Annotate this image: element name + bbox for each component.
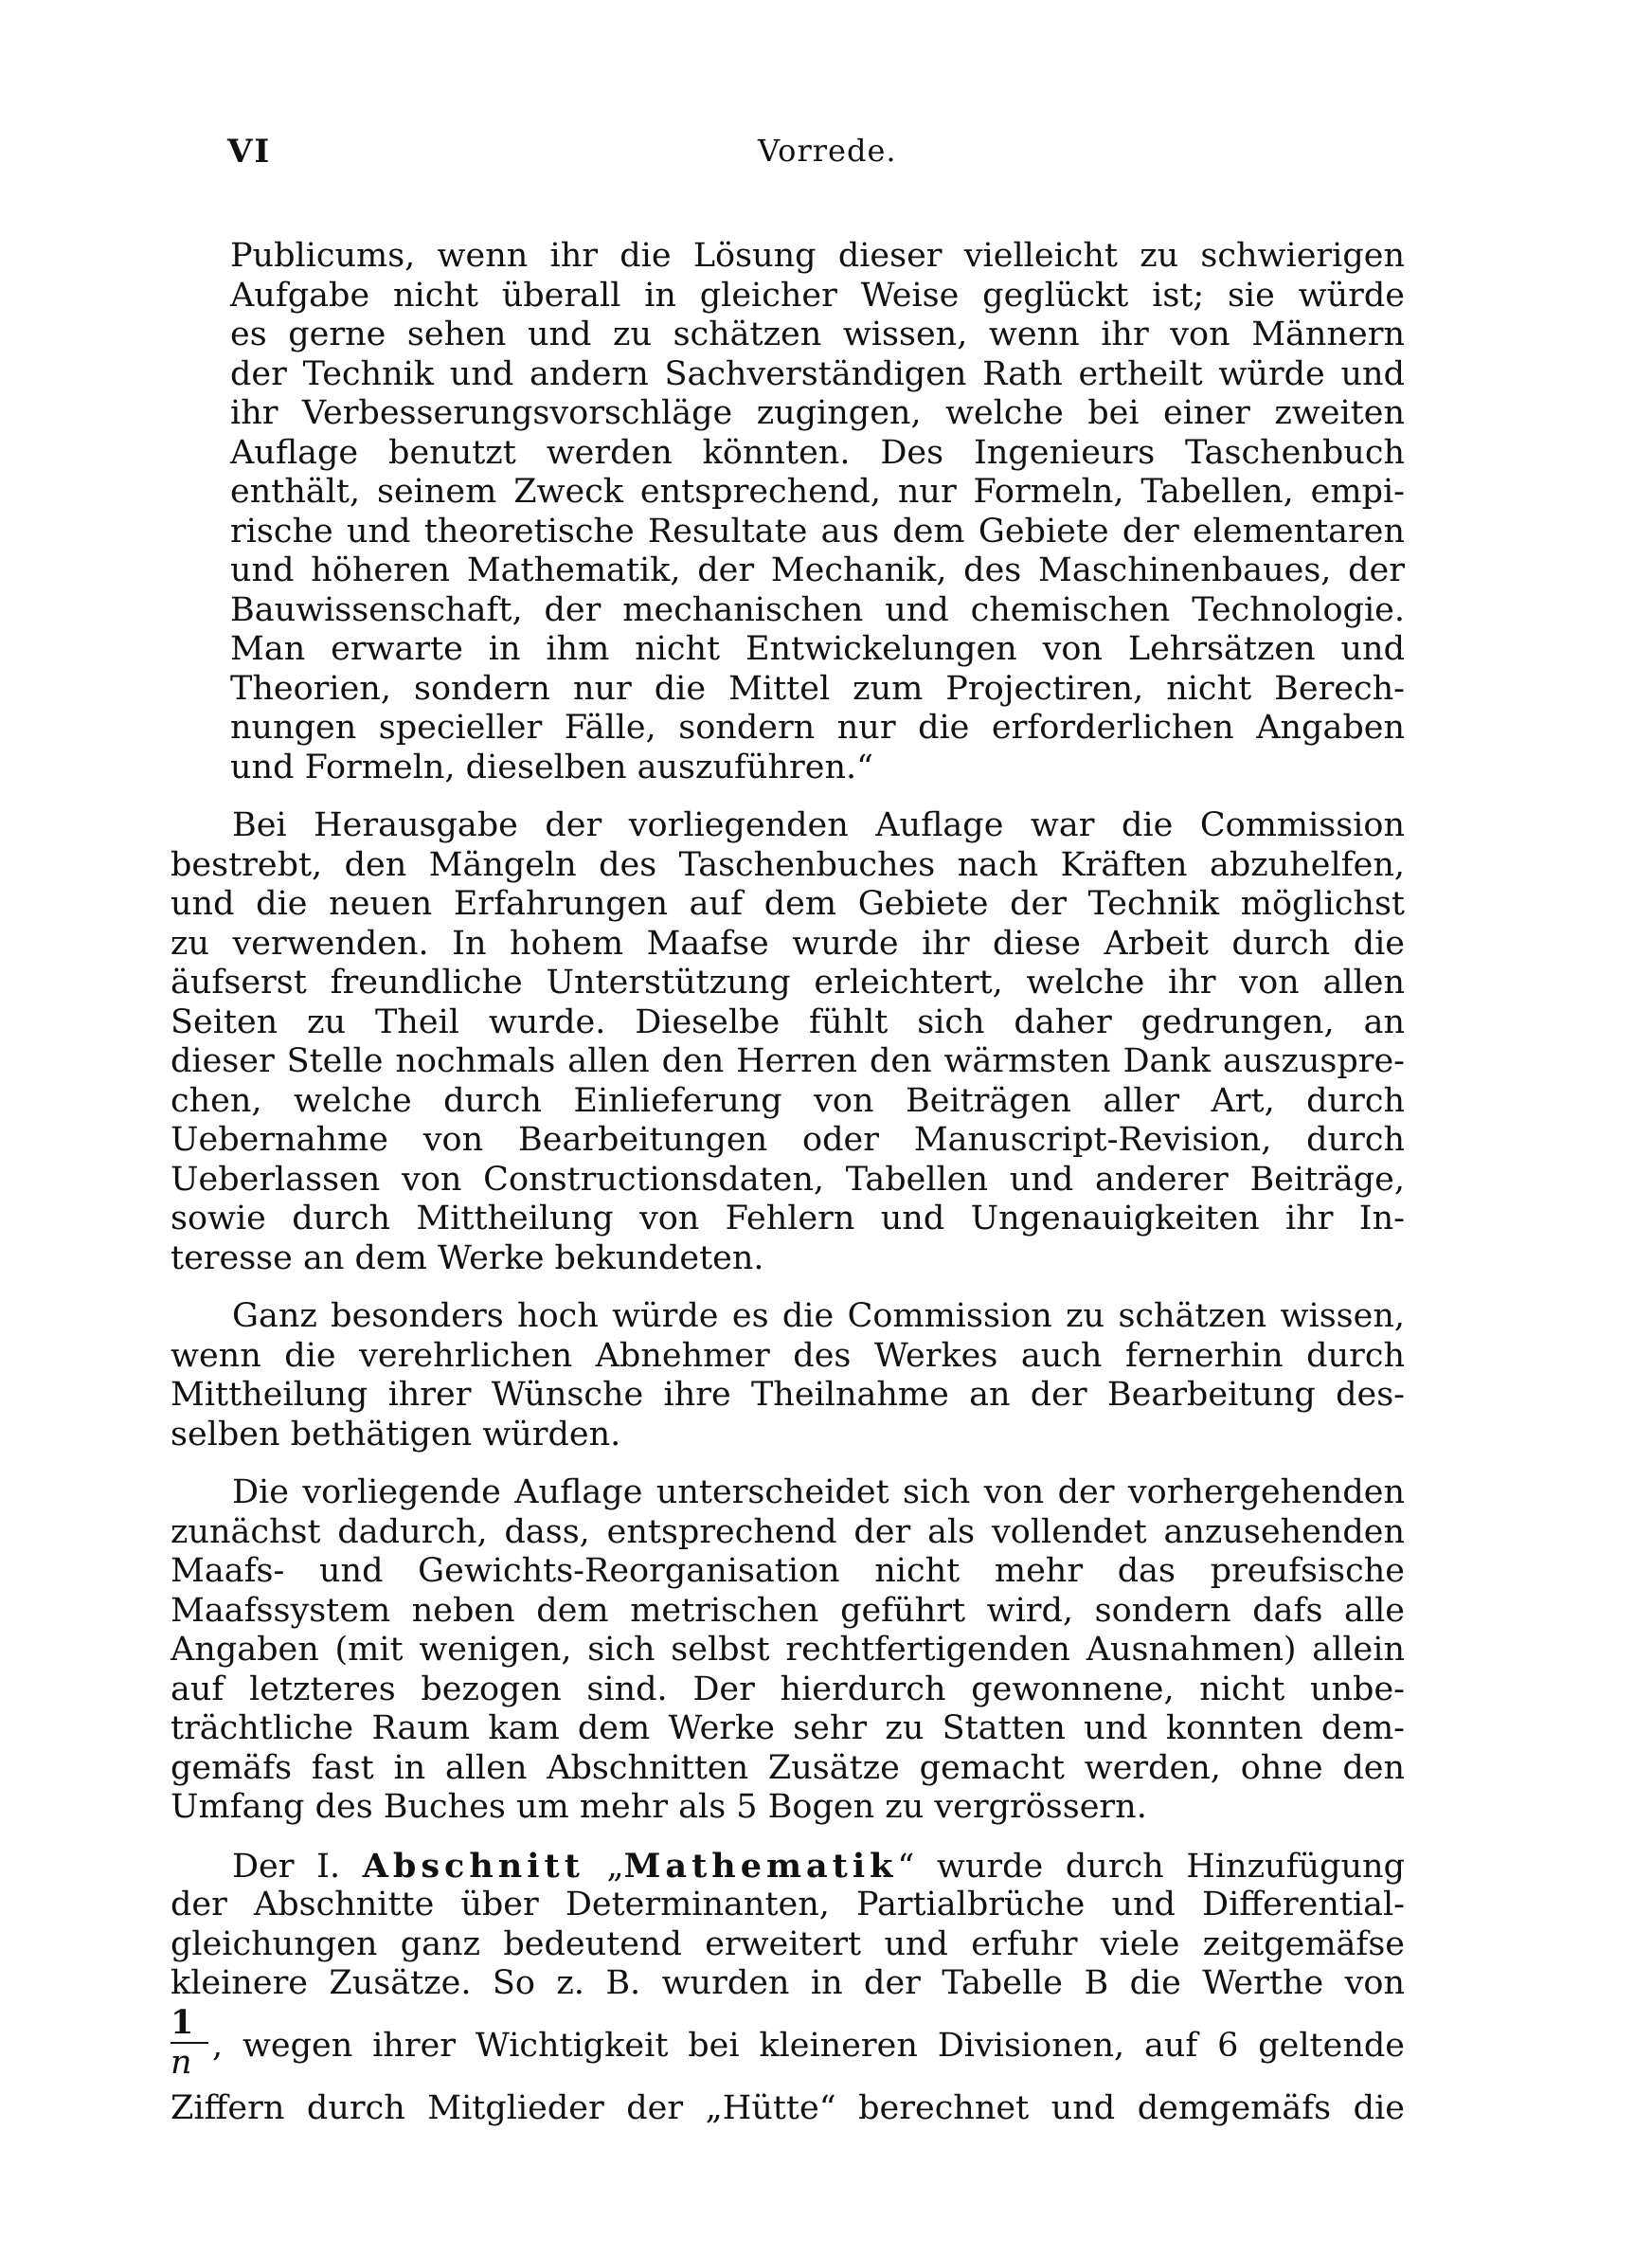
text-line: der Technik und andern Sachverständigen Rath ertheilt würde und — [230, 354, 1405, 393]
text-line: sowie durch Mittheilung von Fehlern und Ungenauigkeiten ihr In- — [171, 1200, 1405, 1237]
text-line: chen, welche durch Einlieferung von Beiträgen aller Art, durch — [171, 1081, 1405, 1120]
text-line: Umfang des Buches um mehr als 5 Bogen zu vergrössern. — [171, 1788, 1147, 1826]
text-line: der Abschnitte über Determinanten, Partialbrüche und Differential- — [171, 1886, 1405, 1923]
text-line: dieser Stelle nochmals allen den Herren den wärmsten Dank auszuspre- — [171, 1042, 1405, 1080]
fraction-line — [171, 2004, 1405, 2089]
text-line: zu verwenden. In hohem Maafse wurde ihr diese Arbeit durch die — [171, 924, 1405, 963]
text-line: Theorien, sondern nur die Mittel zum Projectiren, nicht Berech- — [230, 669, 1405, 708]
text-line: und höheren Mathematik, der Mechanik, des Maschinenbaues, der — [230, 551, 1405, 589]
text-line: teresse an dem Werke bekundeten. — [171, 1238, 764, 1277]
fraction — [171, 2004, 208, 2082]
text-line: gleichungen ganz bedeutend erweitert und erfuhr viele zeitgemäfse — [171, 1924, 1405, 1963]
text-line: trächtliche Raum kam dem Werke sehr zu Statten und konnten dem- — [171, 1709, 1405, 1747]
text-line: enthält, seinem Zweck entsprechend, nur Formeln, Tabellen, empi- — [230, 473, 1405, 511]
text-line: Uebernahme von Bearbeitungen oder Manuscript-Revision, durch — [171, 1121, 1405, 1159]
text-line: Ganz besonders hoch würde es die Commission zu schätzen wissen, — [232, 1297, 1405, 1335]
text-line: Maafssystem neben dem metrischen geführt wird, sondern dafs alle — [171, 1591, 1405, 1630]
text-line: und Formeln, dieselben auszuführen.“ — [230, 748, 874, 786]
text-line: Ziffern durch Mitglieder der „Hütte“ berechnet und demgemäfs die — [171, 2088, 1405, 2127]
running-title: Vorrede. — [758, 133, 897, 169]
text-line: ihr Verbesserungsvorschläge zugingen, welche bei einer zweiten — [230, 394, 1405, 432]
page-number: VI — [227, 133, 272, 171]
paragraph-4 — [171, 1473, 1405, 1828]
text-line: rische und theoretische Resultate aus dem Gebiete der elementaren — [230, 512, 1405, 551]
text-line: Maafs- und Gewichts-Reorganisation nicht mehr das preufsische — [171, 1552, 1405, 1590]
text-line: Bauwissenschaft, der mechanischen und chemischen Technologie. — [230, 590, 1405, 629]
text-line: Man erwarte in ihm nicht Entwickelungen von Lehrsätzen und — [230, 630, 1405, 668]
text-line: auf letzteres bezogen sind. Der hierdurch gewonnene, nicht unbe- — [171, 1670, 1405, 1708]
text-run: “ wurde durch Hinzufügung — [897, 1847, 1405, 1886]
text-line: Die vorliegende Auflage unterscheidet sich von der vorhergehenden — [232, 1473, 1405, 1511]
text-line: nungen specieller Fälle, sondern nur die erforderlichen Angaben — [230, 709, 1405, 747]
text-line: Aufgabe nicht überall in gleicher Weise geglückt ist; sie würde — [230, 276, 1405, 315]
emphasis-text: Mathematik — [623, 1846, 898, 1886]
text-line: Publicums, wenn ihr die Lösung dieser vielleicht zu schwierigen — [230, 237, 1405, 275]
text-line: Mittheilung ihrer Wünsche ihre Theilnahme an der Bearbeitung des- — [171, 1376, 1405, 1414]
text-run: „ — [584, 1847, 624, 1886]
fraction-numerator: 1 — [171, 2004, 208, 2044]
body-text — [171, 237, 1405, 2147]
text-line — [171, 1847, 1405, 1887]
text-line: und die neuen Erfahrungen auf dem Gebiete der Technik möglichst — [171, 885, 1405, 923]
text-line: es gerne sehen und zu schätzen wissen, wenn ihr von Männern — [230, 316, 1405, 353]
paragraph-5 — [171, 1847, 1405, 2129]
emphasis-text: Abschnitt — [362, 1846, 584, 1886]
text-run: Der I. — [232, 1847, 363, 1886]
text-line: Ueberlassen von Constructionsdaten, Tabellen und anderer Beiträge, — [171, 1160, 1405, 1199]
paragraph-3 — [171, 1297, 1405, 1454]
paragraph-2 — [171, 806, 1405, 1278]
text-line: gemäfs fast in allen Abschnitten Zusätze gemacht werden, ohne den — [171, 1748, 1405, 1787]
text-line: Seiten zu Theil wurde. Dieselbe fühlt sich daher gedrungen, an — [171, 1002, 1405, 1041]
text-line: Angaben (mit wenigen, sich selbst rechtfertigenden Ausnahmen) allein — [171, 1631, 1405, 1669]
text-run: , wegen ihrer Wichtigkeit bei kleineren Divisionen, auf 6 geltende — [212, 2026, 1405, 2065]
fraction-denominator: n — [171, 2043, 192, 2082]
running-head — [227, 133, 1402, 180]
text-line: äufserst freundliche Unterstützung erleichtert, welche ihr von allen — [171, 964, 1405, 1002]
text-line: zunächst dadurch, dass, entsprechend der als vollendet anzusehenden — [171, 1512, 1405, 1551]
text-line: wenn die verehrlichen Abnehmer des Werkes auch fernerhin durch — [171, 1336, 1405, 1375]
text-line: Bei Herausgabe der vorliegenden Auflage war die Commission — [232, 806, 1405, 844]
text-line: kleinere Zusätze. So z. B. wurden in der Tabelle B die Werthe von — [171, 1964, 1405, 2002]
text-line: selben bethätigen würden. — [171, 1415, 621, 1454]
text-line: bestrebt, den Mängeln des Taschenbuches nach Kräften abzuhelfen, — [171, 845, 1405, 884]
text-line: Auflage benutzt werden könnten. Des Ingenieurs Taschenbuch — [230, 433, 1405, 472]
paragraph-1 — [230, 237, 1405, 787]
